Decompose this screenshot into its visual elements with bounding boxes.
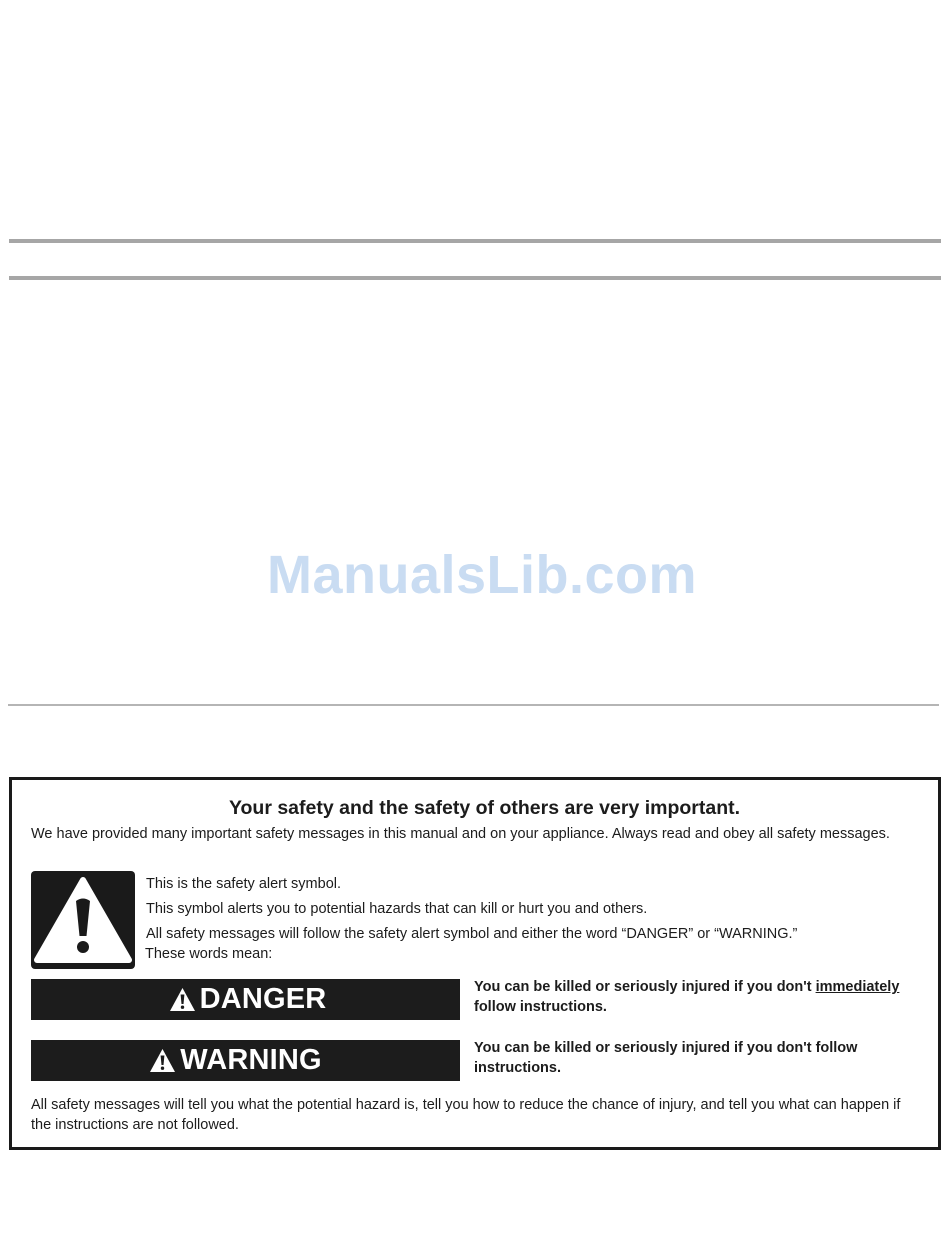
safety-title: Your safety and the safety of others are very important. bbox=[228, 797, 741, 819]
danger-desc-emphasis: immediately bbox=[815, 979, 900, 995]
warning-description: You can be killed or seriously injured if you don't follow instructions. bbox=[474, 1040, 858, 1076]
warning-triangle-icon bbox=[149, 1048, 176, 1073]
safety-alert-icon bbox=[31, 871, 135, 969]
alert-line: This is the safety alert symbol. bbox=[146, 876, 342, 892]
safety-closing-text: All safety messages will tell you what the potential hazard is, tell you how to reduce the chance of injury, and tell you what can happen if the instructions are not followed. bbox=[31, 1097, 901, 1133]
warning-label: WARNING bbox=[180, 1044, 322, 1076]
danger-desc-text-end: follow instructions. bbox=[474, 998, 607, 1015]
section-divider bbox=[8, 704, 939, 706]
danger-desc-text: You can be killed or seriously injured if you don't bbox=[474, 979, 816, 995]
warning-signal-bar bbox=[31, 1040, 460, 1081]
danger-description bbox=[474, 978, 934, 1017]
warning-triangle-icon bbox=[169, 987, 196, 1012]
safety-intro: We have provided many important safety messages in this manual and on your appliance. Always read and obey all safety messages. bbox=[31, 826, 890, 842]
safety-notice-box bbox=[9, 777, 941, 1150]
second-divider bbox=[9, 276, 941, 280]
alert-line: All safety messages will follow the safety alert symbol and either the word “DANGER” or “WARNING.” bbox=[146, 926, 798, 942]
top-divider bbox=[9, 239, 941, 243]
alert-line: This symbol alerts you to potential hazards that can kill or hurt you and others. bbox=[146, 901, 648, 917]
danger-signal-bar bbox=[31, 979, 460, 1020]
alert-line: These words mean: bbox=[145, 946, 273, 962]
watermark: ManualsLib.com bbox=[266, 545, 698, 605]
danger-label: DANGER bbox=[199, 983, 327, 1015]
